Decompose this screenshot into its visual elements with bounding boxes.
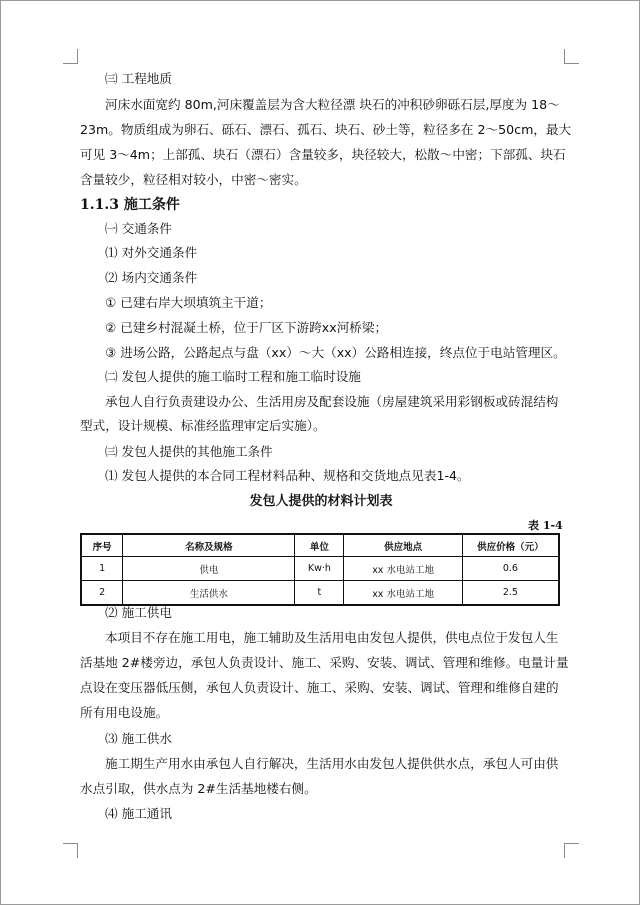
table-row (81, 581, 559, 606)
table-cell: 2 (81, 581, 123, 606)
paragraph-line: 可见 3～4m；上部孤、块石（漂石）含量较多，块径较大，松散～中密；下部孤、块石 (80, 147, 566, 162)
crop-mark-bottom-left (63, 843, 78, 858)
subheading-traffic: ㈠ 交通条件 (105, 221, 172, 236)
crop-mark-bottom-right (564, 843, 579, 858)
table-cell: t (295, 581, 344, 606)
list-item: ⑷ 施工通讯 (105, 806, 172, 821)
table-cell: 0.6 (462, 557, 559, 581)
table-cell: xx 水电站工地 (344, 557, 462, 581)
crop-mark-top-right (564, 49, 579, 64)
paragraph-line: 施工期生产用水由承包人自行解决，生活用水由发包人提供供水点，承包人可由供 (105, 756, 559, 771)
paragraph-line: 本项目不存在施工用电，施工辅助及生活用电由发包人提供，供电点位于发包人生 (105, 630, 559, 645)
column-header: 单位 (295, 534, 344, 557)
paragraph-line: 承包人自行负责建设办公、生活用房及配套设施（房屋建筑采用彩钢板或砖混结构 (105, 394, 559, 409)
table-header-row (81, 534, 559, 557)
paragraph-line: 水点引取，供水点为 2#生活基地楼右侧。 (80, 781, 317, 796)
paragraph-line: 型式，设计规模、标准经监理审定后实施）。 (80, 418, 326, 433)
subheading-geology: ㈢ 工程地质 (105, 71, 172, 86)
table-cell: 供电 (123, 557, 295, 581)
list-item: ⑴ 发包人提供的本合同工程材料品种、规格和交货地点见表1-4。 (105, 468, 470, 483)
table-cell: Kw·h (295, 557, 344, 581)
list-item: ② 已建乡村混凝土桥，位于厂区下游跨xx河桥梁； (105, 320, 388, 335)
list-item: ⑵ 施工供电 (105, 605, 172, 620)
table-caption: 发包人提供的材料计划表 (249, 494, 393, 509)
table-cell: 生活供水 (123, 581, 295, 606)
paragraph-line: 23m。物质组成为卵石、砾石、漂石、孤石、块石、砂土等，粒径多在 2～50cm，最大 (80, 122, 572, 137)
paragraph-line: 含量较少，粒径相对较小，中密～密实。 (80, 172, 307, 187)
column-header: 供应地点 (344, 534, 462, 557)
table-row (81, 557, 559, 581)
materials-table (80, 533, 560, 606)
list-item: ⑵ 场内交通条件 (105, 270, 198, 285)
list-item: ⑴ 对外交通条件 (105, 245, 198, 260)
list-item: ⑶ 施工供水 (105, 731, 172, 746)
section-heading: 1.1.3 施工条件 (80, 197, 180, 213)
list-item: ③ 进场公路，公路起点与盘（xx）～大（xx）公路相连接，终点位于电站管理区。 (105, 345, 566, 360)
table-number: 表 1-4 (528, 519, 563, 532)
table-cell: 2.5 (462, 581, 559, 606)
column-header: 名称及规格 (123, 534, 295, 557)
table-cell: 1 (81, 557, 123, 581)
subheading-other-conditions: ㈢ 发包人提供的其他施工条件 (105, 444, 273, 459)
column-header: 序号 (81, 534, 123, 557)
subheading-temp-works: ㈡ 发包人提供的施工临时工程和施工临时设施 (105, 369, 361, 384)
paragraph-line: 活基地 2#楼旁边，承包人负责设计、施工、采购、安装、调试、管理和维修。电量计量 (80, 655, 569, 670)
column-header: 供应价格（元） (462, 534, 559, 557)
paragraph-line: 所有用电设施。 (80, 705, 169, 720)
list-item: ① 已建右岸大坝填筑主干道； (105, 295, 272, 310)
crop-mark-top-left (63, 49, 78, 64)
paragraph-line: 河床水面宽约 80m,河床覆盖层为含大粒径漂 块石的冲积砂卵砾石层,厚度为 18～ (105, 97, 560, 112)
paragraph-line: 点设在变压器低压侧，承包人负责设计、施工、采购、安装、调试、管理和维修自建的 (80, 680, 559, 695)
table-cell: xx 水电站工地 (344, 581, 462, 606)
